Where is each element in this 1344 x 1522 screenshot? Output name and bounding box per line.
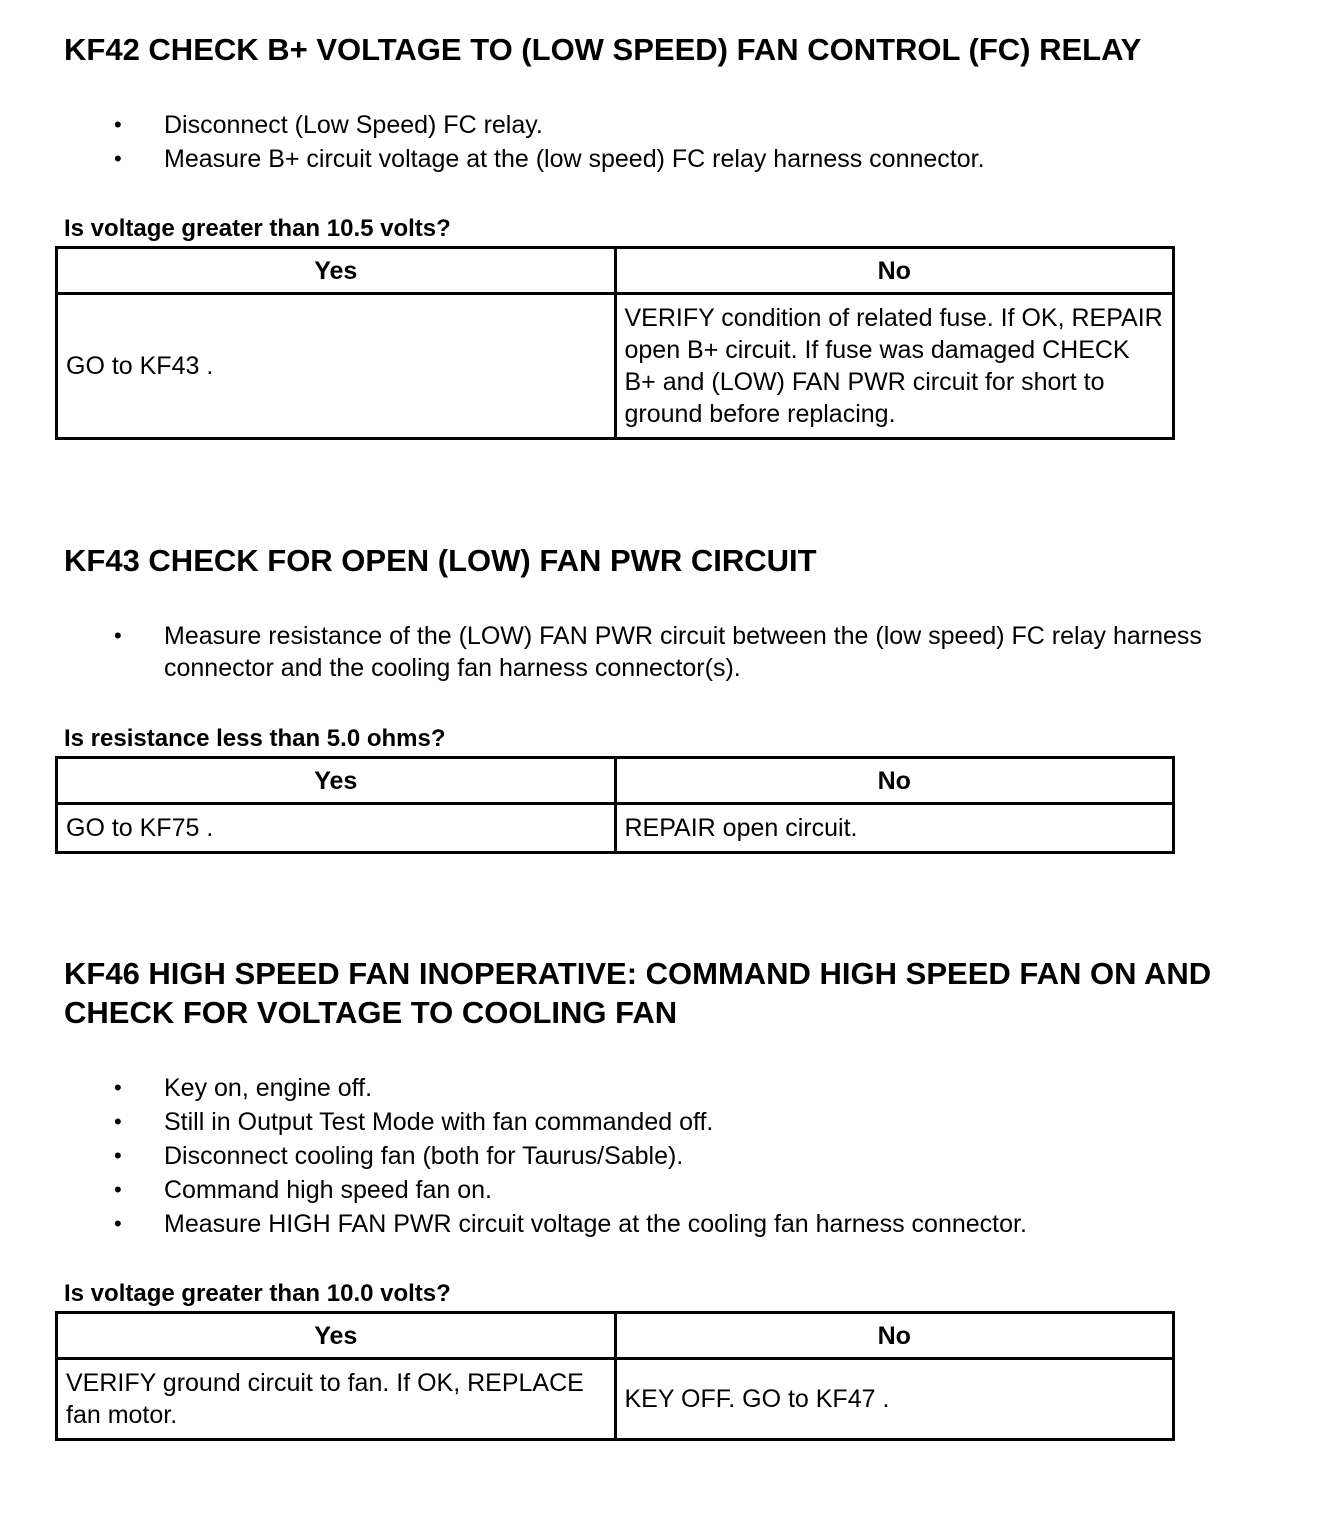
section-heading: KF46 HIGH SPEED FAN INOPERATIVE: COMMAND HIGH SPEED FAN ON AND CHECK FOR VOLTAGE TO COOLING FAN: [64, 956, 1212, 1030]
section-heading: KF43 CHECK FOR OPEN (LOW) FAN PWR CIRCUIT: [64, 543, 817, 578]
list-item: • Measure resistance of the (LOW) FAN PWR circuit between the (low speed) FC relay harness connector and the cooling fan harness connector(s).: [114, 622, 1202, 682]
answer-table: [55, 756, 1175, 854]
no-header: No: [615, 248, 1174, 294]
answer-table: [55, 246, 1175, 440]
bullet-icon: •: [114, 1143, 122, 1168]
bullet-icon: •: [114, 1177, 122, 1202]
yes-header: Yes: [57, 248, 616, 294]
yes-cell: GO to KF75 .: [57, 804, 616, 853]
section-heading: KF42 CHECK B+ VOLTAGE TO (LOW SPEED) FAN CONTROL (FC) RELAY: [64, 32, 1142, 67]
step-list: [0, 620, 1300, 684]
table-header-row: [57, 248, 1174, 294]
bullet-icon: •: [114, 1211, 122, 1236]
list-item: • Measure B+ circuit voltage at the (low speed) FC relay harness connector.: [114, 145, 985, 173]
list-item: • Disconnect (Low Speed) FC relay.: [114, 111, 543, 139]
answer-table: [55, 1311, 1175, 1441]
yes-header: Yes: [57, 758, 616, 804]
bullet-icon: •: [114, 623, 122, 648]
question-text: Is resistance less than 5.0 ohms?: [64, 725, 446, 752]
step-list: [0, 109, 1300, 175]
step-list: [0, 1072, 1300, 1240]
yes-cell: GO to KF43 .: [57, 294, 616, 439]
bullet-icon: •: [114, 1109, 122, 1134]
question-text: Is voltage greater than 10.0 volts?: [64, 1280, 451, 1307]
table-row: [57, 1359, 1174, 1440]
list-item: • Measure HIGH FAN PWR circuit voltage at the cooling fan harness connector.: [114, 1210, 1027, 1238]
table-row: [57, 294, 1174, 439]
list-item: • Key on, engine off.: [114, 1074, 373, 1102]
no-cell: VERIFY condition of related fuse. If OK, REPAIR open B+ circuit. If fuse was damaged CHECK B+ and (LOW) FAN PWR circuit for short to ground before replacing.: [615, 294, 1174, 439]
question-text: Is voltage greater than 10.5 volts?: [64, 215, 451, 242]
no-header: No: [615, 758, 1174, 804]
yes-cell: VERIFY ground circuit to fan. If OK, REPLACE fan motor.: [57, 1359, 616, 1440]
list-item: • Command high speed fan on.: [114, 1176, 492, 1204]
list-item: • Still in Output Test Mode with fan commanded off.: [114, 1108, 714, 1136]
table-header-row: [57, 1313, 1174, 1359]
bullet-icon: •: [114, 1075, 122, 1100]
list-item: • Disconnect cooling fan (both for Taurus/Sable).: [114, 1142, 684, 1170]
table-header-row: [57, 758, 1174, 804]
bullet-icon: •: [114, 112, 122, 137]
no-header: No: [615, 1313, 1174, 1359]
bullet-icon: •: [114, 146, 122, 171]
no-cell: REPAIR open circuit.: [615, 804, 1174, 853]
table-row: [57, 804, 1174, 853]
no-cell: KEY OFF. GO to KF47 .: [615, 1359, 1174, 1440]
yes-header: Yes: [57, 1313, 616, 1359]
